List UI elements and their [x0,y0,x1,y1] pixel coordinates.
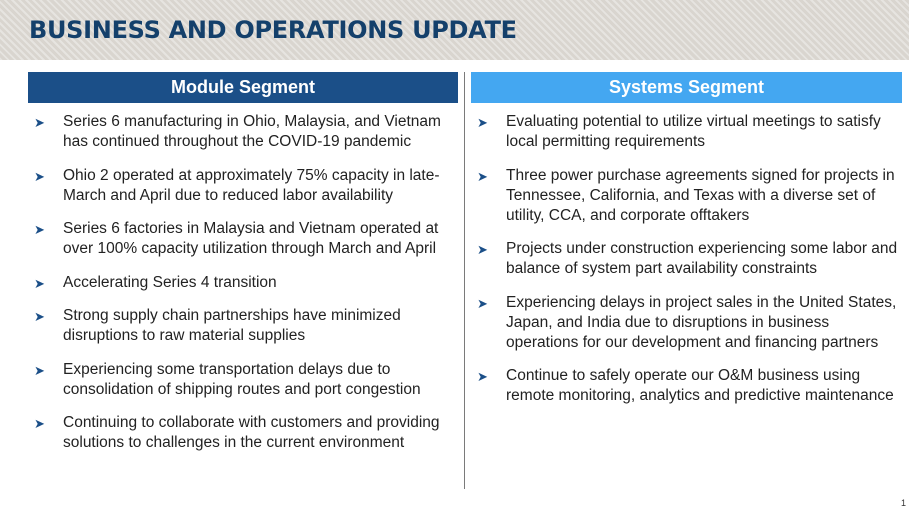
bullet-text: Ohio 2 operated at approximately 75% capacity in late-March and April due to reduced labor availability [63,166,440,204]
arrow-bullet-icon: ➤ [34,416,45,431]
bullet-item [477,112,902,152]
page-number: 1 [900,498,906,508]
bullet-text: Experiencing some transportation delays due to consolidation of shipping routes and port congestion [63,360,421,398]
bullet-text: Projects under construction experiencing some labor and balance of system part availability constraints [506,240,898,277]
bullet-text: Accelerating Series 4 transition [63,273,277,291]
systems-segment-header: Systems Segment [471,72,902,103]
arrow-bullet-icon: ➤ [477,242,488,257]
page-title: BUSINESS AND OPERATIONS UPDATE [29,16,517,44]
bullet-item [34,166,458,206]
bullet-item [34,306,458,346]
bullet-item [34,219,458,259]
arrow-bullet-icon: ➤ [34,275,45,291]
bullet-item [477,293,902,353]
bullet-item [477,166,902,226]
arrow-bullet-icon: ➤ [34,362,45,378]
bullet-text: Strong supply chain partnerships have minimized disruptions to raw material supplies [63,307,401,344]
bullet-text: Series 6 factories in Malaysia and Vietnam operated at over 100% capacity utilization through March and April [63,220,439,257]
arrow-bullet-icon: ➤ [477,168,488,184]
bullet-text: Evaluating potential to utilize virtual meetings to satisfy local permitting requirements [506,113,881,150]
bullet-text: Series 6 manufacturing in Ohio, Malaysia, and Vietnam has continued throughout the COVID-19 pandemic [63,113,441,150]
arrow-bullet-icon: ➤ [477,369,488,384]
bullet-item [34,413,458,453]
bullet-item [477,239,902,279]
module-segment-header: Module Segment [28,72,458,103]
column-divider [464,72,465,489]
bullet-text: Continue to safely operate our O&M business using remote monitoring, analytics and predictive maintenance [506,367,894,404]
arrow-bullet-icon: ➤ [34,222,45,237]
arrow-bullet-icon: ➤ [34,309,45,324]
bullet-item [34,273,458,293]
arrow-bullet-icon: ➤ [477,295,488,311]
bullet-text: Continuing to collaborate with customers and providing solutions to challenges in the current environment [63,414,440,451]
bullet-text: Experiencing delays in project sales in the United States, Japan, and India due to disruptions in business operations for our development and financing partners [506,293,897,351]
module-bullet-list [34,112,458,467]
arrow-bullet-icon: ➤ [477,115,488,130]
arrow-bullet-icon: ➤ [34,115,45,130]
bullet-item [34,360,458,400]
bullet-item [34,112,458,152]
bullet-item [477,366,902,406]
systems-bullet-list [477,112,902,420]
bullet-text: Three power purchase agreements signed for projects in Tennessee, California, and Texas with a diverse set of utility, CCA, and corporate offtakers [506,166,895,224]
arrow-bullet-icon: ➤ [34,168,45,184]
